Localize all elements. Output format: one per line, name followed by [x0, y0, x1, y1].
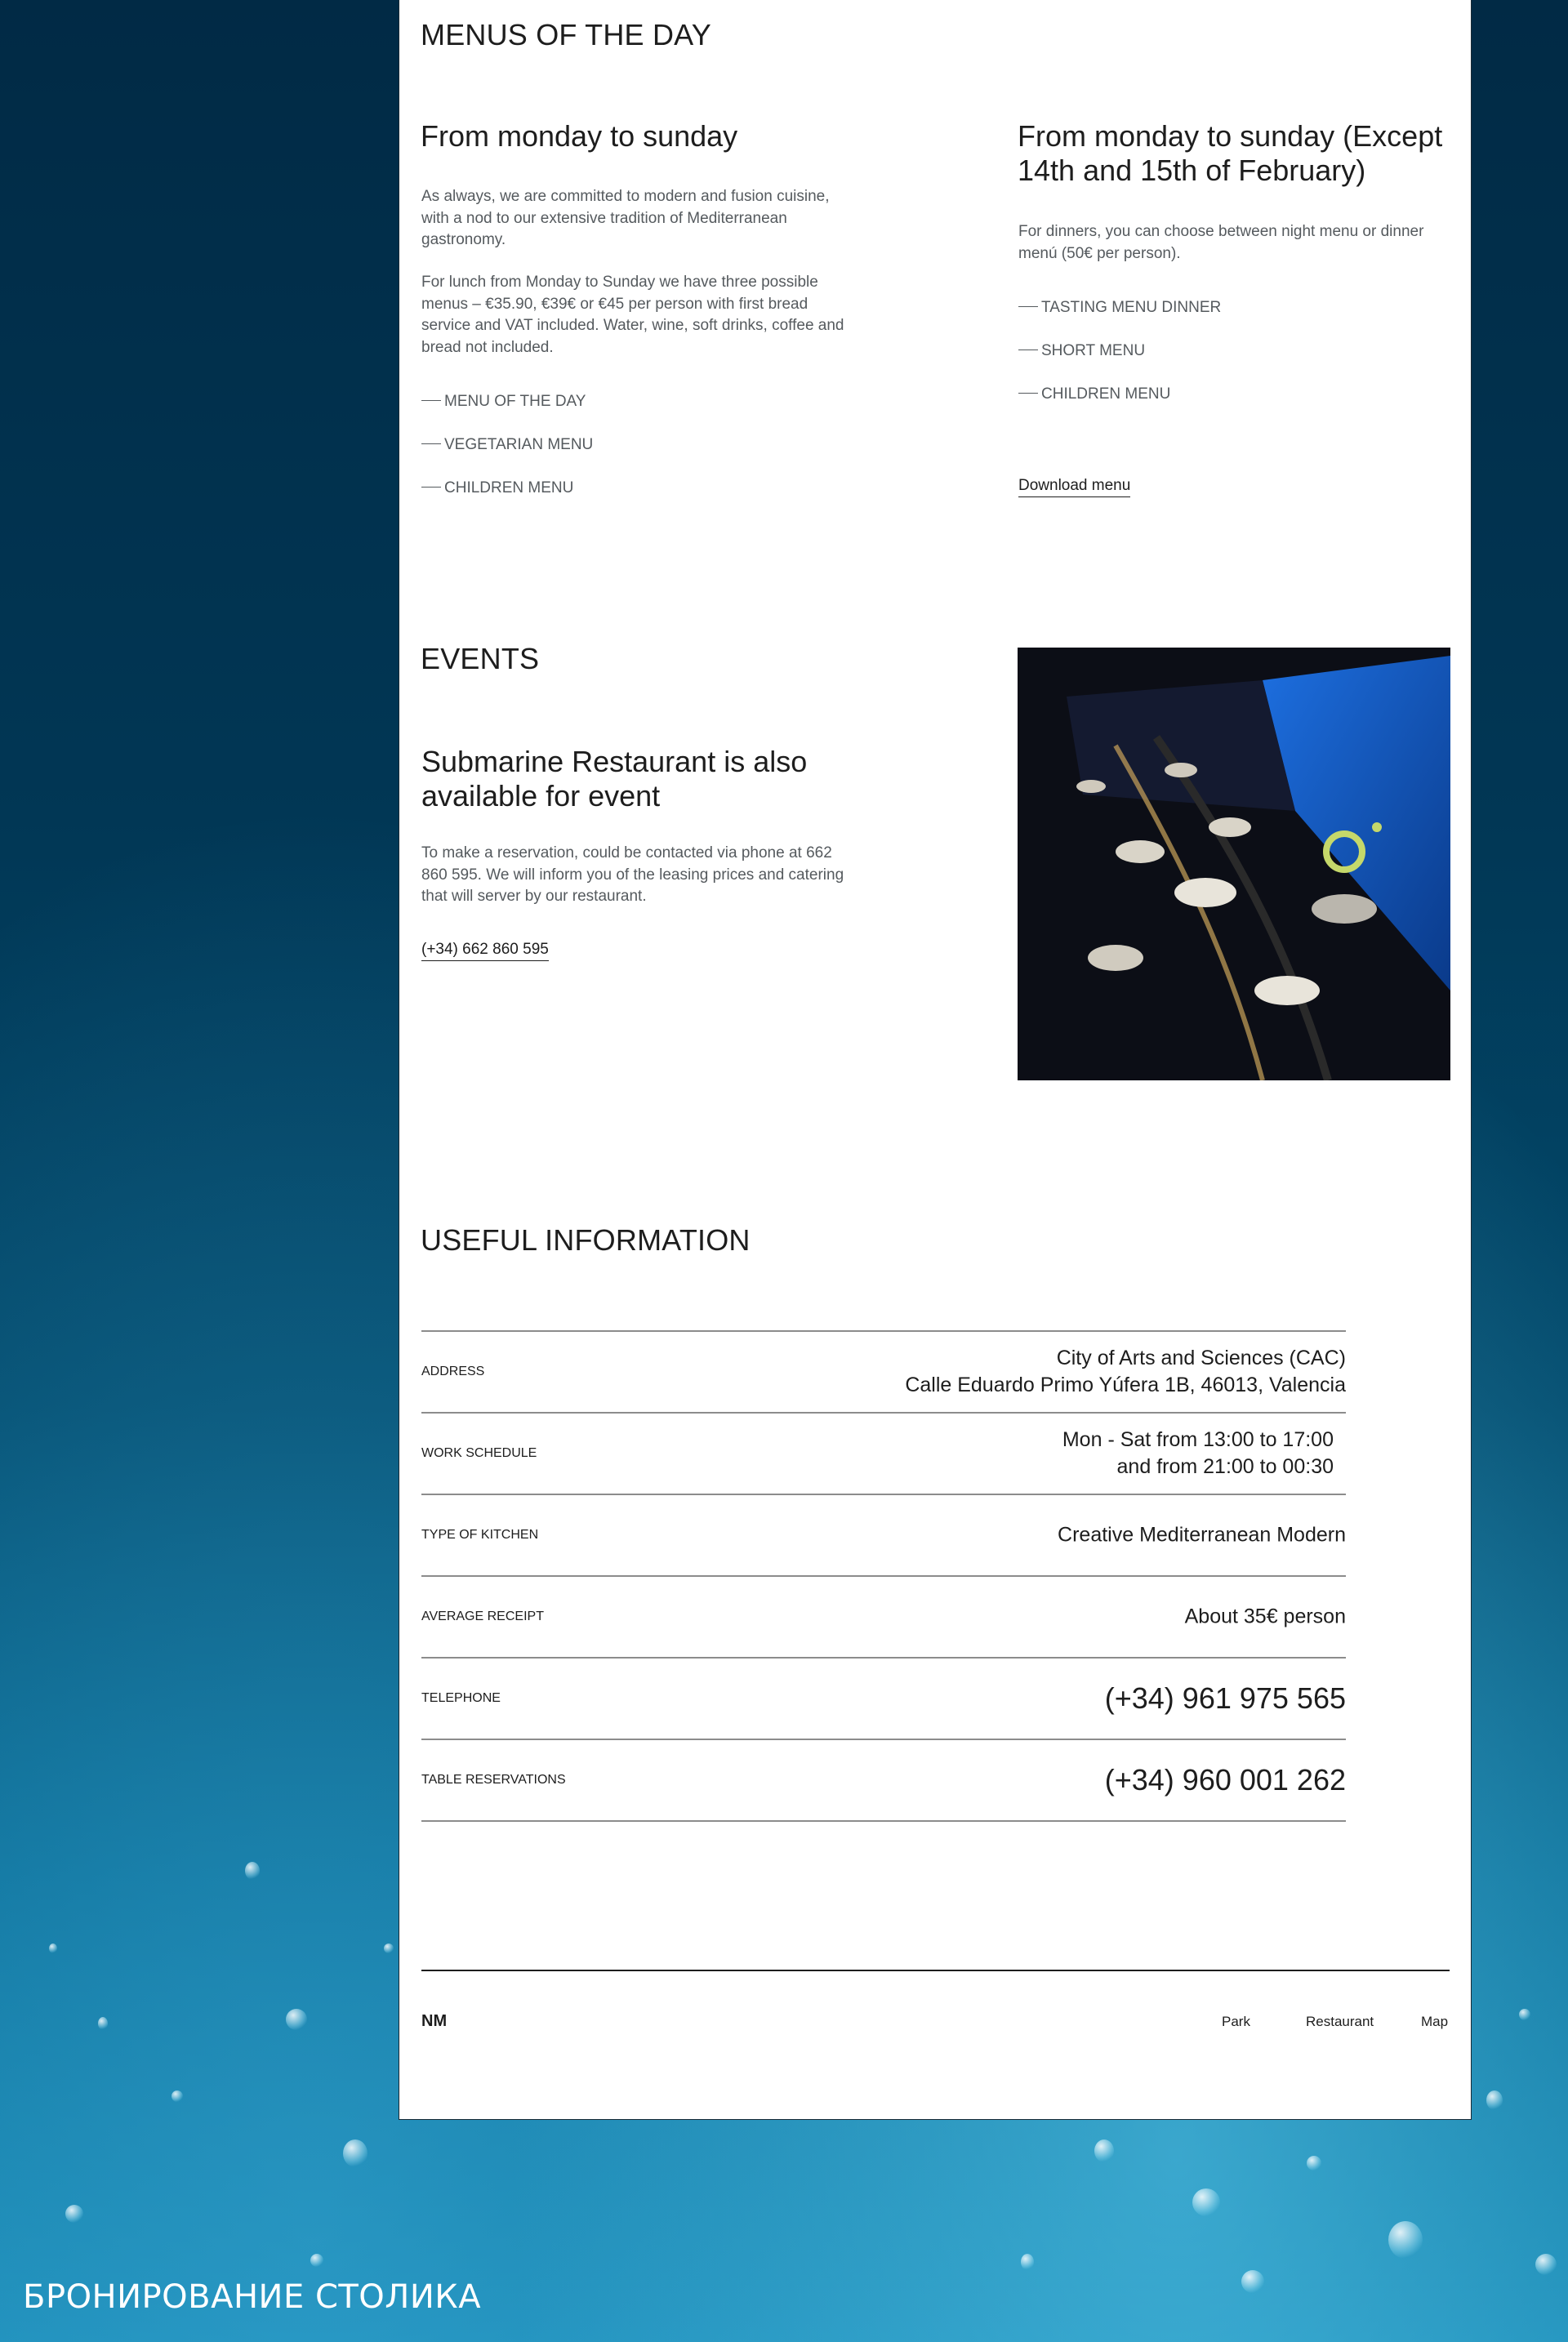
events-paragraph: To make a reservation, could be contacted via phone at 662 860 595. We will inform you of the leasing prices and catering that will server by our restaurant.: [421, 844, 844, 905]
address-value: City of Arts and Sciences (CAC) Calle Eduardo Primo Yúfera 1B, 46013, Valencia: [905, 1347, 1346, 1396]
footer-logo[interactable]: NM: [421, 2012, 448, 2030]
children-menu-lunch-link[interactable]: CHILDREN MENU: [421, 479, 573, 497]
average-receipt-value: About 35€ person: [1184, 1605, 1346, 1628]
info-label: TYPE OF KITCHEN: [421, 1528, 539, 1542]
events-title: Submarine Restaurant is also available for event: [421, 745, 808, 813]
event-hall-photo: [1018, 648, 1450, 1080]
info-label: AVERAGE RECEIPT: [421, 1610, 544, 1623]
vegetarian-menu-link[interactable]: VEGETARIAN MENU: [421, 436, 593, 454]
info-label: WORK SCHEDULE: [421, 1446, 537, 1460]
content-panel: [399, 0, 1472, 2120]
info-row-address: [421, 1330, 1346, 1412]
info-row-table-reservations: [421, 1739, 1346, 1822]
menus-right-paragraph: For dinners, you can choose between night menu or dinner menú (50€ per person).: [1018, 223, 1424, 262]
footer-divider: [421, 1970, 1450, 1971]
useful-info-table: [421, 1330, 1346, 1822]
table-booking-button[interactable]: БРОНИРОВАНИЕ СТОЛИКА: [23, 2278, 482, 2316]
info-row-telephone: [421, 1657, 1346, 1739]
useful-info-section-title: USEFUL INFORMATION: [421, 1223, 751, 1257]
info-row-work-schedule: [421, 1412, 1346, 1494]
telephone-value[interactable]: (+34) 961 975 565: [1104, 1681, 1346, 1715]
info-label: TELEPHONE: [421, 1691, 501, 1705]
download-menu-link[interactable]: Download menu: [1018, 477, 1130, 497]
menu-of-the-day-link[interactable]: MENU OF THE DAY: [421, 393, 586, 411]
event-hall-illustration: [1018, 648, 1450, 1080]
info-row-kitchen: [421, 1494, 1346, 1575]
info-label: TABLE RESERVATIONS: [421, 1773, 566, 1787]
events-section-title: EVENTS: [421, 642, 540, 675]
info-label: ADDRESS: [421, 1365, 485, 1378]
short-menu-link[interactable]: SHORT MENU: [1018, 342, 1145, 360]
table-reservations-value[interactable]: (+34) 960 001 262: [1104, 1763, 1346, 1797]
children-menu-dinner-link[interactable]: CHILDREN MENU: [1018, 385, 1170, 403]
footer-nav-restaurant[interactable]: Restaurant: [1306, 2014, 1374, 2029]
info-row-average-receipt: [421, 1575, 1346, 1657]
menus-section-title: MENUS OF THE DAY: [421, 18, 711, 51]
tasting-menu-dinner-link[interactable]: TASTING MENU DINNER: [1018, 299, 1221, 317]
menus-right-title: From monday to sunday (Except 14th and 15th of February): [1018, 119, 1443, 187]
work-schedule-value: Mon - Sat from 13:00 to 17:00 and from 21:00 to 00:30: [1062, 1428, 1334, 1478]
footer-nav-map[interactable]: Map: [1421, 2014, 1449, 2029]
kitchen-type-value: Creative Mediterranean Modern: [1058, 1523, 1346, 1547]
events-phone-link[interactable]: (+34) 662 860 595: [421, 941, 549, 961]
menus-left-paragraph-2: For lunch from Monday to Sunday we have three possible menus – €35.90, €39€ or €45 per person with first bread service and VAT included. Water, wine, soft drinks, coffee and bread not included.: [421, 274, 844, 356]
menus-left-title: From monday to sunday: [421, 119, 738, 153]
footer-nav-park[interactable]: Park: [1222, 2014, 1250, 2029]
menus-left-paragraph-1: As always, we are committed to modern and fusion cuisine, with a nod to our extensive tradition of Mediterranean gastronomy.: [421, 188, 830, 248]
